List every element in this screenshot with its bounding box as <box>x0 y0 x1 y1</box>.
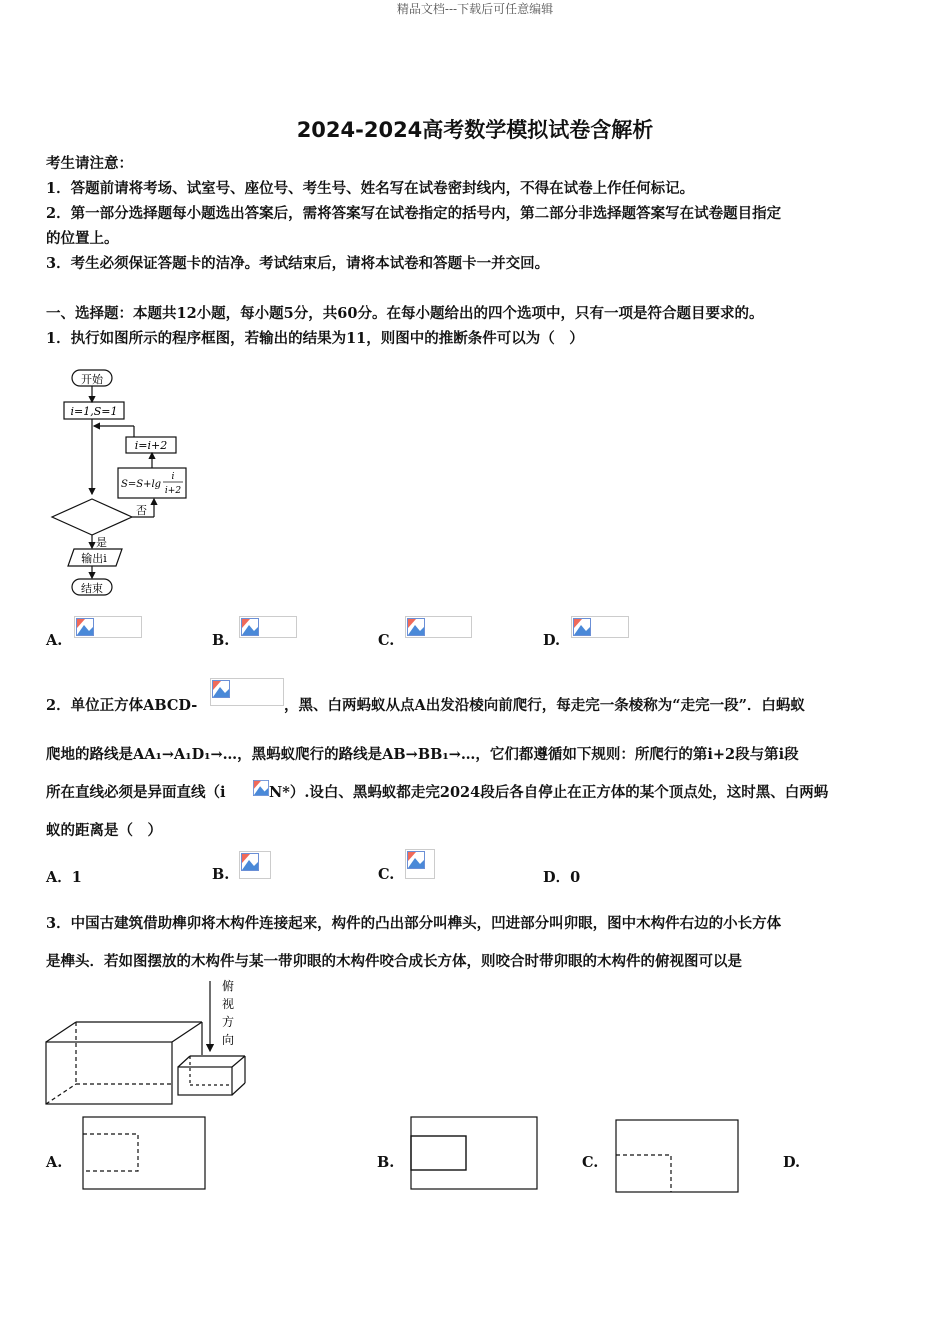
q1-option-d-image <box>571 616 629 638</box>
q3-option-c-label: C. <box>582 1154 599 1171</box>
flow-init-label: i=1,S=1 <box>70 405 118 418</box>
q3-option-b-label: B. <box>377 1154 395 1171</box>
q2-option-c-label: C. <box>378 866 395 883</box>
q2-inline-image <box>210 678 284 706</box>
notice-item-2-cont: 的位置上。 <box>46 230 119 247</box>
broken-image-icon <box>241 618 259 636</box>
q2-option-b-image <box>239 851 271 879</box>
q3-option-a-figure <box>82 1116 208 1192</box>
q1-option-b-label: B. <box>212 632 230 649</box>
q3-option-c-figure <box>615 1119 741 1195</box>
flow-update-label: i=i+2 <box>134 439 168 452</box>
view-label-4: 向 <box>221 1033 235 1047</box>
view-label-3: 方 <box>221 1015 235 1029</box>
q2-line-1b: ，黑、白两蚂蚁从点A出发沿棱向前爬行，每走完一条棱称为“走完一段”．白蚂蚁 <box>284 697 805 714</box>
notice-item-2: 2．第一部分选择题每小题选出答案后，需将答案写在试卷指定的括号内，第二部分非选择题答案写在试卷题目指定 <box>46 205 782 222</box>
flow-output-label: 输出i <box>81 552 107 565</box>
broken-image-icon <box>76 618 94 636</box>
q1-stem: 1．执行如图所示的程序框图，若输出的结果为11，则图中的推断条件可以为（ ） <box>46 330 584 347</box>
flow-no-label: 否 <box>136 504 147 517</box>
wood-component-diagram <box>44 975 254 1110</box>
q3-option-d-label: D. <box>783 1154 801 1171</box>
broken-image-icon <box>212 680 230 698</box>
q2-element-of-image <box>253 779 269 797</box>
q2-option-c-image <box>405 849 435 879</box>
page-header: 精品文档---下载后可任意编辑 <box>396 2 554 16</box>
q3-line-2: 是榫头．若如图摆放的木构件与某一带卯眼的木构件咬合成长方体，则咬合时带卯眼的木构件的俯视图可以是 <box>46 953 742 970</box>
q2-option-d: D．0 <box>543 869 581 886</box>
q3-line-1: 3．中国古建筑借助榫卯将木构件连接起来，构件的凸出部分叫榫头，凹进部分叫卯眼，图中木构件右边的小长方体 <box>46 915 782 932</box>
q1-option-b-image <box>239 616 297 638</box>
section-heading: 一、选择题：本题共12小题，每小题5分，共60分。在每小题给出的四个选项中，只有一项是符合题目要求的。 <box>46 305 764 322</box>
q2-option-b-label: B. <box>212 866 230 883</box>
q2-line-1a: 2．单位正方体ABCD- <box>46 697 198 714</box>
q1-option-c-image <box>405 616 472 638</box>
notice-item-1: 1．答题前请将考场、试室号、座位号、考生号、姓名写在试卷密封线内，不得在试卷上作任何标记。 <box>46 180 695 197</box>
view-label-2: 视 <box>221 997 235 1011</box>
flow-start-label: 开始 <box>81 373 103 386</box>
q1-option-c-label: C. <box>378 632 395 649</box>
broken-image-icon <box>407 618 425 636</box>
q2-line-2: 爬地的路线是AA₁→A₁D₁→…，黑蚂蚁爬行的路线是AB→BB₁→…，它们都遵循如下规则：所爬行的第i+2段与第i段 <box>46 746 799 763</box>
q3-option-a-label: A. <box>46 1154 63 1171</box>
q1-option-a-image <box>74 616 142 638</box>
page-title: 2024-2024高考数学模拟试卷含解析 <box>296 118 654 142</box>
flow-frac-num: i <box>171 472 175 482</box>
q1-option-a-label: A. <box>46 632 63 649</box>
broken-image-icon <box>241 853 259 871</box>
flow-end-label: 结束 <box>81 582 103 595</box>
view-label-1: 俯 <box>221 979 235 993</box>
q2-line-4: 蚁的距离是（ ） <box>46 822 162 839</box>
q2-line-3a: 所在直线必须是异面直线（i <box>46 784 226 801</box>
q1-option-d-label: D. <box>543 632 561 649</box>
flow-frac-den: i+2 <box>164 486 182 496</box>
flowchart-diagram <box>44 362 204 602</box>
flow-assign-label: S=S+lg <box>121 479 162 490</box>
q2-line-3b: N*）.设白、黑蚂蚁都走完2024段后各自停止在正方体的某个顶点处，这时黑、白两蚂 <box>269 784 829 801</box>
broken-image-icon <box>253 779 269 797</box>
q3-option-b-figure <box>410 1116 540 1192</box>
broken-image-icon <box>407 851 425 869</box>
q2-option-a: A．1 <box>46 869 82 886</box>
broken-image-icon <box>573 618 591 636</box>
notice-item-3: 3．考生必须保证答题卡的洁净。考试结束后，请将本试卷和答题卡一并交回。 <box>46 255 550 272</box>
notice-heading: 考生请注意： <box>46 155 133 172</box>
flow-yes-label: 是 <box>96 536 107 549</box>
